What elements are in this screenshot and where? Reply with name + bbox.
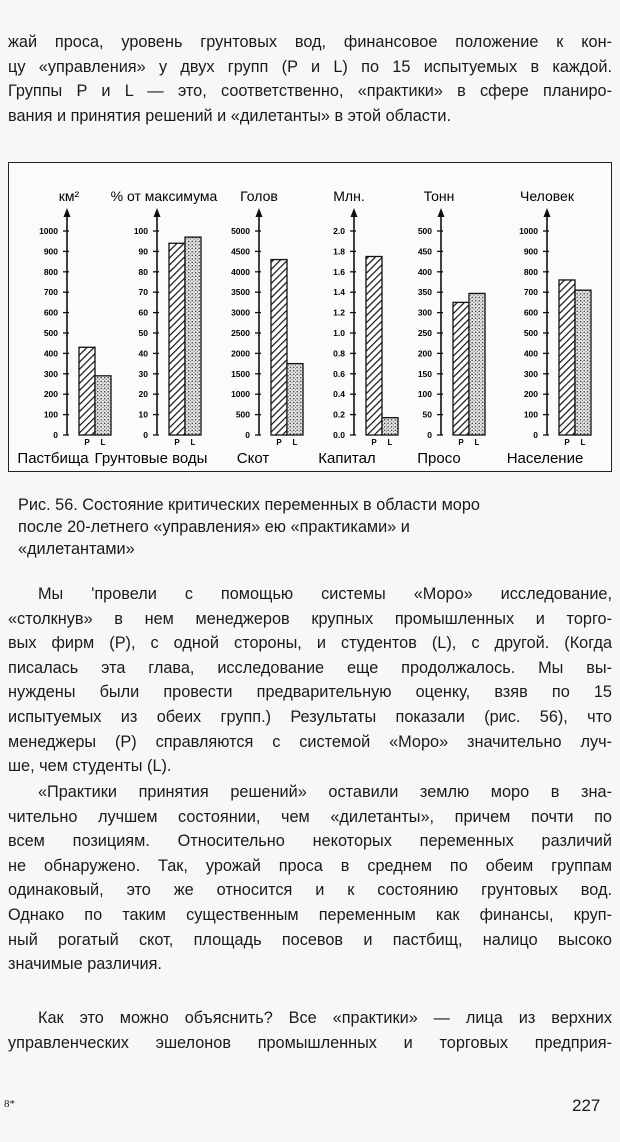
bar-L	[287, 364, 303, 435]
text-line: не обнаружено. Так, урожай проса в среднем по обеим группам	[8, 856, 612, 875]
bar-L	[469, 293, 485, 435]
y-tick-label: 90	[138, 246, 148, 257]
text-line: Группы P и L — это, соответственно, «практики» в сфере планиро-	[8, 82, 612, 101]
figure-56	[8, 162, 612, 472]
text-line: Как это можно объяснить? Все «практики» — лица из верхних	[38, 1009, 612, 1027]
axis-unit-label: % от максимума	[110, 188, 218, 204]
y-axis-arrow	[256, 208, 263, 217]
caption-line: Рис. 56. Состояние критических переменных в области моро	[18, 496, 480, 514]
bar-group-label: L	[100, 438, 106, 447]
text-line: испытуемых из обеих групп.) Результаты показали (рис. 56), что	[8, 707, 612, 726]
text-line: одинаковый, это же относится и к состоянию грунтовых вод.	[8, 881, 612, 900]
y-tick-label: 150	[417, 368, 432, 379]
y-tick-label: 1500	[231, 368, 250, 379]
axis-unit-label: Голов	[240, 188, 278, 204]
bar-P	[79, 347, 95, 435]
bar-group-label: P	[458, 438, 464, 447]
figure-caption	[18, 494, 598, 560]
y-tick-label: 500	[43, 328, 58, 338]
y-tick-label: 300	[523, 368, 538, 379]
y-tick-label: 4500	[231, 246, 250, 257]
text-line: вания и принятия решений и «дилетанты» в этой области.	[8, 106, 451, 125]
y-tick-label: 50	[422, 409, 432, 420]
caption-line: «дилетантами»	[18, 540, 135, 558]
y-axis-arrow	[351, 208, 358, 217]
bar-group-label: L	[292, 438, 298, 447]
y-tick-label: 500	[235, 409, 250, 420]
y-axis-arrow	[64, 208, 71, 217]
y-tick-label: 30	[138, 368, 148, 379]
category-label: Просо	[417, 450, 461, 467]
y-tick-label: 0	[533, 430, 538, 440]
y-tick-label: 1.4	[333, 287, 345, 298]
y-tick-label: 0.4	[333, 389, 345, 400]
y-tick-label: 3000	[231, 307, 250, 318]
y-tick-label: 0	[143, 430, 148, 440]
y-tick-label: 700	[43, 287, 58, 298]
text-line: Мы 'провели с помощью системы «Моро» исследование,	[38, 585, 612, 603]
y-tick-label: 600	[43, 307, 58, 318]
y-tick-label: 5000	[231, 226, 250, 236]
bar-L	[185, 237, 201, 435]
text-line: нуждены были провести предварительную оценку, взяв по 15	[8, 683, 612, 702]
page-number: 227	[572, 1096, 601, 1115]
bar-group-label: P	[174, 438, 180, 447]
y-tick-label: 300	[417, 307, 432, 318]
category-label: Скот	[236, 450, 270, 467]
y-tick-label: 0.8	[333, 348, 345, 359]
y-axis-arrow	[438, 208, 445, 217]
y-tick-label: 2500	[231, 328, 250, 338]
bar-chart-panels	[9, 163, 610, 470]
y-tick-label: 1000	[519, 226, 538, 236]
y-tick-label: 350	[417, 287, 432, 298]
y-tick-label: 900	[523, 246, 538, 257]
axis-unit-label: Млн.	[333, 188, 365, 204]
text-line: чительно лучшем состоянии, чем «дилетанты», причем почти по	[8, 807, 612, 826]
y-axis-arrow	[544, 208, 551, 217]
bar-group-label: P	[84, 438, 90, 447]
bar-P	[453, 302, 469, 435]
text-line: Однако по таким существенным переменным как финансы, круп-	[8, 905, 612, 924]
text-line: вых фирм (P), с одной стороны, и студентов (L), с другой. (Когда	[8, 634, 612, 653]
text-line: менеджеры (P) справляются с системой «Моро» значительно луч-	[8, 732, 612, 751]
y-tick-label: 1000	[231, 389, 250, 400]
y-tick-label: 500	[417, 226, 432, 236]
y-tick-label: 2000	[231, 348, 250, 359]
y-tick-label: 100	[43, 409, 58, 420]
text-line: значимые различия.	[8, 955, 162, 974]
y-tick-label: 1.6	[333, 266, 345, 277]
y-tick-label: 300	[43, 368, 58, 379]
axis-unit-label: Тонн	[423, 188, 455, 204]
bar-group-label: L	[387, 438, 393, 447]
y-tick-label: 100	[417, 389, 432, 400]
category-label: Грунтовые воды	[94, 450, 208, 467]
y-tick-label: 200	[523, 389, 538, 400]
caption-line: после 20-летнего «управления» ею «практиками» и	[18, 518, 410, 536]
y-tick-label: 400	[417, 266, 432, 277]
y-tick-label: 800	[523, 266, 538, 277]
y-tick-label: 400	[43, 348, 58, 359]
y-tick-label: 3500	[231, 287, 250, 298]
text-line: ше, чем студенты (L).	[8, 757, 172, 776]
y-tick-label: 0	[427, 430, 432, 440]
text-line: цу «управления» у двух групп (P и L) по 15 испытуемых в каждой.	[8, 57, 612, 76]
y-tick-label: 0.6	[333, 368, 345, 379]
y-tick-label: 200	[417, 348, 432, 359]
y-tick-label: 250	[417, 328, 432, 338]
category-label: Капитал	[318, 450, 376, 467]
y-tick-label: 1000	[39, 226, 58, 236]
category-label: Население	[506, 450, 584, 467]
bar-group-label: P	[371, 438, 377, 447]
axis-unit-label: км²	[58, 188, 80, 204]
y-tick-label: 1.2	[333, 307, 345, 318]
y-tick-label: 500	[523, 328, 538, 338]
y-tick-label: 600	[523, 307, 538, 318]
y-tick-label: 100	[133, 226, 148, 236]
y-tick-label: 20	[138, 389, 148, 400]
y-tick-label: 0.0	[333, 430, 345, 440]
y-tick-label: 2.0	[333, 226, 345, 236]
body-paragraph-2	[8, 780, 612, 977]
bar-L	[382, 418, 398, 435]
y-tick-label: 100	[523, 409, 538, 420]
bar-group-label: L	[580, 438, 586, 447]
footnote-mark: 8*	[4, 1098, 15, 1110]
y-tick-label: 700	[523, 287, 538, 298]
y-tick-label: 1.0	[333, 328, 345, 338]
y-tick-label: 0.2	[333, 409, 345, 420]
y-tick-label: 0	[53, 430, 58, 440]
text-line: ный рогатый скот, площадь посевов и пастбищ, налицо высоко	[8, 930, 612, 949]
bar-group-label: L	[474, 438, 480, 447]
text-line: писалась эта глава, исследование еще продолжалось. Мы вы-	[8, 658, 612, 677]
y-tick-label: 800	[43, 266, 58, 277]
bar-P	[366, 257, 382, 436]
bar-L	[95, 376, 111, 435]
bar-group-label: P	[564, 438, 570, 447]
text-line: «Практики принятия решений» оставили землю моро в зна-	[38, 783, 612, 801]
bar-L	[575, 290, 591, 435]
text-line: жай проса, уровень грунтовых вод, финансовое положение к кон-	[8, 33, 612, 51]
text-line: «столкнув» в нем менеджеров крупных промышленных и торго-	[8, 609, 612, 628]
y-tick-label: 200	[43, 389, 58, 400]
y-tick-label: 0	[245, 430, 250, 440]
y-tick-label: 900	[43, 246, 58, 257]
body-paragraph-1	[8, 582, 612, 779]
bar-P	[169, 243, 185, 435]
top-paragraph	[8, 30, 612, 128]
y-tick-label: 4000	[231, 266, 250, 277]
y-tick-label: 10	[138, 409, 148, 420]
bar-group-label: P	[276, 438, 282, 447]
body-paragraph-3	[8, 1006, 612, 1055]
y-axis-arrow	[154, 208, 161, 217]
y-tick-label: 40	[138, 348, 148, 359]
bar-P	[271, 260, 287, 435]
category-label: Пастбища	[17, 450, 89, 467]
y-tick-label: 450	[417, 246, 432, 257]
bar-P	[559, 280, 575, 435]
text-line: всем позициям. Относительно некоторых переменных различий	[8, 832, 612, 851]
text-line: управленческих эшелонов промышленных и торговых предприя-	[8, 1033, 612, 1052]
y-tick-label: 400	[523, 348, 538, 359]
y-tick-label: 1.8	[333, 246, 345, 257]
y-tick-label: 80	[138, 266, 148, 277]
y-tick-label: 70	[138, 287, 148, 298]
y-tick-label: 60	[138, 307, 148, 318]
bar-group-label: L	[190, 438, 196, 447]
axis-unit-label: Человек	[520, 188, 574, 204]
y-tick-label: 50	[138, 328, 148, 338]
